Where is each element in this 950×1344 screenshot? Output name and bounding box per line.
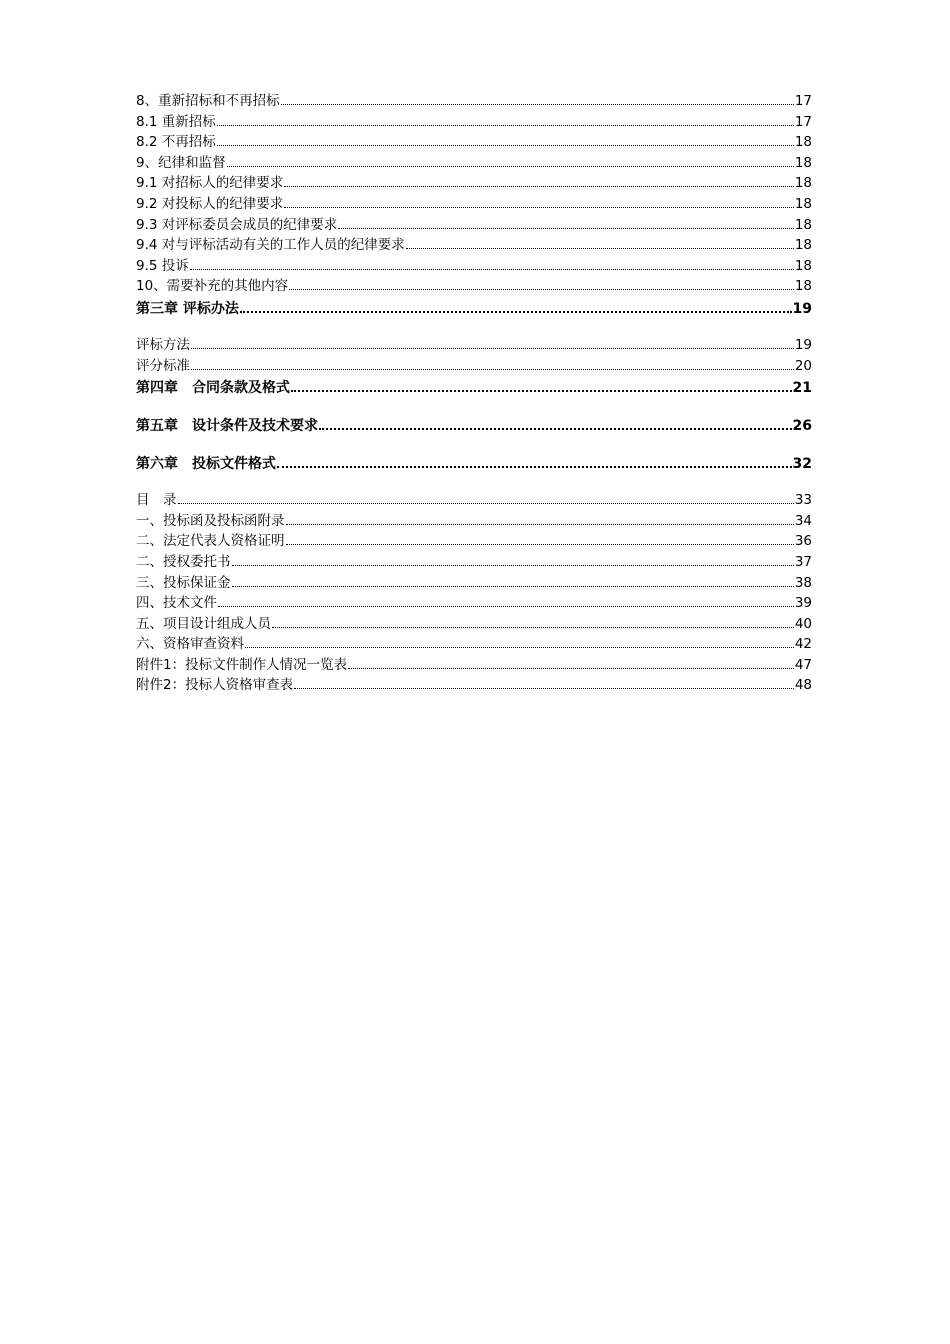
toc-entry[interactable]: [136, 490, 812, 511]
toc-leader-dots: [406, 248, 794, 249]
toc-entry-page: 48: [794, 677, 812, 694]
toc-entry-title: 评标方法: [136, 336, 190, 353]
toc-entry-title: 9.4 对与评标活动有关的工作人员的纪律要求: [136, 237, 405, 254]
toc-entry-page: 18: [794, 216, 812, 233]
toc-entry-title: 8.2 不再招标: [136, 134, 216, 151]
toc-chapter-page: 26: [792, 418, 812, 435]
toc-entry-page: 17: [794, 113, 812, 130]
toc-entry-title: 一、投标函及投标函附录: [136, 512, 285, 529]
toc-entry-title: 四、技术文件: [136, 595, 217, 612]
toc-entry-page: 18: [794, 175, 812, 192]
toc-entry[interactable]: [136, 215, 812, 236]
toc-chapter-page: 19: [792, 300, 812, 317]
toc-leader-dots: [289, 289, 794, 290]
toc-leader-dots: [348, 668, 794, 669]
toc-entry-page: 38: [794, 574, 812, 591]
toc-entry[interactable]: [136, 531, 812, 552]
toc-entry-page: 18: [794, 134, 812, 151]
toc-entry[interactable]: [136, 276, 812, 297]
toc-chapter-page: 21: [792, 380, 812, 397]
toc-entry-page: 18: [794, 195, 812, 212]
toc-entry[interactable]: [136, 91, 812, 112]
toc-leader-dots: [338, 228, 794, 229]
toc-entry[interactable]: [136, 356, 812, 377]
toc-entry-page: 33: [794, 492, 812, 509]
toc-chapter-4[interactable]: [136, 376, 812, 401]
toc-entry[interactable]: [136, 675, 812, 696]
toc-entry-title: 目 录: [136, 492, 177, 509]
toc-entry[interactable]: [136, 153, 812, 174]
spacer: [136, 439, 812, 452]
toc-leader-dots: [319, 428, 792, 430]
toc-entry[interactable]: [136, 614, 812, 635]
toc-entry[interactable]: [136, 655, 812, 676]
toc-entry[interactable]: [136, 552, 812, 573]
toc-chapter-page: 32: [792, 456, 812, 473]
toc-entry[interactable]: [136, 511, 812, 532]
toc-entry[interactable]: [136, 573, 812, 594]
toc-entry-page: 34: [794, 512, 812, 529]
toc-entry-page: 19: [794, 336, 812, 353]
toc-entry-title: 9、纪律和监督: [136, 154, 226, 171]
toc-chapter-title: 第三章 评标办法: [136, 300, 239, 317]
toc-entry-page: 18: [794, 154, 812, 171]
toc-entry[interactable]: [136, 235, 812, 256]
toc-leader-dots: [245, 647, 794, 648]
toc-entry-title: 附件1：投标文件制作人情况一览表: [136, 656, 348, 673]
toc-entry[interactable]: [136, 173, 812, 194]
toc-chapter-3[interactable]: [136, 297, 812, 322]
toc-leader-dots: [232, 586, 794, 587]
toc-leader-dots: [284, 207, 794, 208]
toc-entry[interactable]: [136, 194, 812, 215]
toc-entry-page: 39: [794, 595, 812, 612]
toc-chapter-title: 第五章 设计条件及技术要求: [136, 418, 318, 435]
toc-entry-title: 9.5 投诉: [136, 257, 189, 274]
toc-leader-dots: [191, 348, 794, 349]
toc-leader-dots: [291, 390, 792, 392]
toc-entry-page: 18: [794, 278, 812, 295]
toc-leader-dots: [218, 606, 794, 607]
toc-entry-title: 二、授权委托书: [136, 553, 231, 570]
toc-entry[interactable]: [136, 634, 812, 655]
toc-entry-title: 附件2：投标人资格审查表: [136, 677, 294, 694]
toc-entry-title: 9.2 对投标人的纪律要求: [136, 195, 284, 212]
toc-entry-page: 18: [794, 257, 812, 274]
toc-leader-dots: [178, 503, 794, 504]
toc-entry-page: 17: [794, 93, 812, 109]
toc-leader-dots: [227, 166, 794, 167]
toc-entry-title: 六、资格审查资料: [136, 636, 244, 653]
toc-entry-page: 40: [794, 615, 812, 632]
toc-entry[interactable]: [136, 112, 812, 133]
toc-entry-title: 二、法定代表人资格证明: [136, 533, 285, 550]
table-of-contents: [136, 91, 812, 696]
toc-leader-dots: [272, 627, 794, 628]
toc-entry-page: 20: [794, 357, 812, 374]
toc-chapter-5[interactable]: [136, 414, 812, 439]
toc-leader-dots: [191, 369, 794, 370]
toc-entry-page: 47: [794, 656, 812, 673]
toc-leader-dots: [286, 524, 794, 525]
toc-leader-dots: [217, 125, 794, 126]
spacer: [136, 401, 812, 414]
spacer: [136, 477, 812, 490]
toc-entry-title: 9.3 对评标委员会成员的纪律要求: [136, 216, 338, 233]
toc-leader-dots: [277, 466, 792, 468]
toc-leader-dots: [217, 145, 794, 146]
toc-leader-dots: [294, 688, 794, 689]
toc-entry-title: 8、重新招标和不再招标: [136, 93, 280, 109]
toc-entry-title: 10、需要补充的其他内容: [136, 278, 289, 295]
toc-leader-dots: [281, 104, 794, 105]
toc-entry-title: 9.1 对招标人的纪律要求: [136, 175, 284, 192]
toc-entry-title: 五、项目设计组成人员: [136, 615, 271, 632]
toc-entry[interactable]: [136, 132, 812, 153]
toc-entry[interactable]: [136, 593, 812, 614]
toc-leader-dots: [240, 311, 792, 313]
toc-entry-page: 37: [794, 553, 812, 570]
toc-chapter-6[interactable]: [136, 452, 812, 477]
toc-entry[interactable]: [136, 335, 812, 356]
toc-entry-title: 评分标准: [136, 357, 190, 374]
toc-entry-title: 8.1 重新招标: [136, 113, 216, 130]
toc-leader-dots: [284, 186, 794, 187]
toc-leader-dots: [286, 544, 794, 545]
toc-entry[interactable]: [136, 256, 812, 277]
toc-entry-page: 36: [794, 533, 812, 550]
toc-entry-page: 42: [794, 636, 812, 653]
toc-entry-page: 18: [794, 237, 812, 254]
toc-leader-dots: [232, 565, 794, 566]
toc-chapter-title: 第四章 合同条款及格式: [136, 380, 290, 397]
toc-entry-title: 三、投标保证金: [136, 574, 231, 591]
toc-chapter-title: 第六章 投标文件格式: [136, 456, 276, 473]
spacer: [136, 322, 812, 335]
toc-leader-dots: [190, 269, 794, 270]
